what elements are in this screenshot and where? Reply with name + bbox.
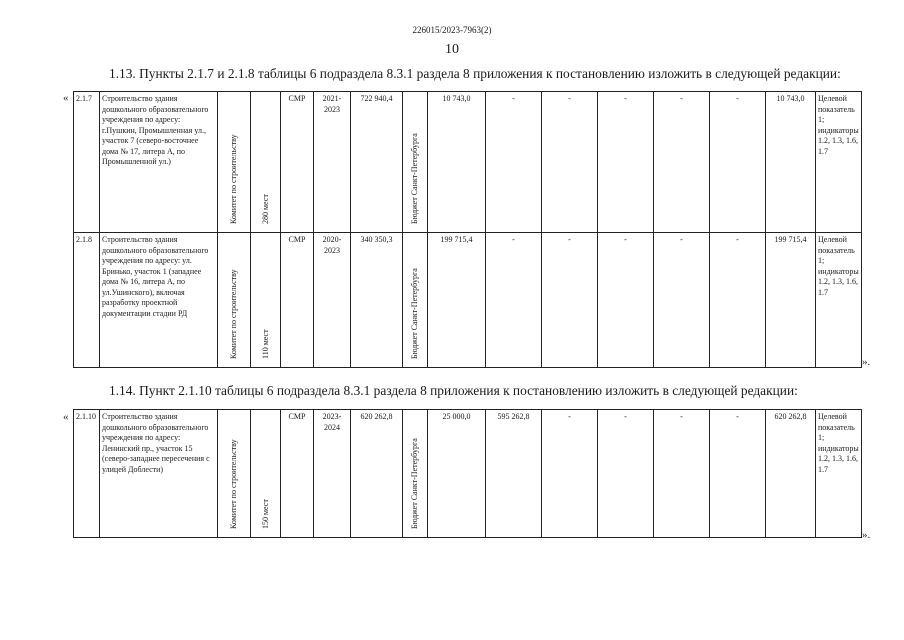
open-quote: « [63,92,69,104]
year-3-value: - [542,410,598,538]
work-type: СМР [281,92,314,233]
executor: Комитет по строительству [229,134,238,224]
capacity-cell [251,233,281,368]
close-quote: ». [862,356,871,368]
indicators: Целевой показатель 1; индикаторы 1.2, 1.3, 1.6, 1.7 [816,233,862,368]
executor-cell [218,92,251,233]
object-name: Строительство здания дошкольного образовательного учреждения по адресу: ул. Бринько, участок 1 (западнее дома № 16, литера А, по ул.Ушинского), включая разработку проектной документации стадии РД [100,233,218,368]
funding-source-cell [403,410,428,538]
row-number: 2.1.7 [74,92,100,233]
section-heading-1-14: 1.14. Пункт 2.1.10 таблицы 6 подраздела 8.3.1 раздела 8 приложения к постановлению изложить в следующей редакции: [109,383,798,398]
executor: Комитет по строительству [229,269,238,359]
year-4-value: - [598,410,654,538]
executor-cell [218,410,251,538]
executor: Комитет по строительству [229,439,238,529]
object-name: Строительство здания дошкольного образовательного учреждения по адресу: г.Пушкин, Промышленная ул., участок 7 (северо-восточнее дома № 17, литера А, по Промышленной ул.) [100,92,218,233]
capacity: 150 мест [260,499,270,529]
funding-source: Бюджет Санкт-Петербурга [410,438,419,529]
total-cost: 620 262,8 [351,410,403,538]
year-6-value: - [710,233,766,368]
table-row [74,233,862,368]
sum-value: 10 743,0 [766,92,816,233]
section-heading-1-13: 1.13. Пункты 2.1.7 и 2.1.8 таблицы 6 подраздела 8.3.1 раздела 8 приложения к постановлению изложить в следующей редакции: [109,66,841,81]
object-name: Строительство здания дошкольного образовательного учреждения по адресу: Ленинский пр., участок 15 (северо-западнее пересечения с улицей Доблести) [100,410,218,538]
year-6-value: - [710,92,766,233]
row-number: 2.1.8 [74,233,100,368]
year-1-value: 199 715,4 [428,233,486,368]
sum-value: 620 262,8 [766,410,816,538]
funding-source-cell [403,92,428,233]
executor-cell [218,233,251,368]
period: 2023- 2024 [314,410,351,538]
total-cost: 340 350,3 [351,233,403,368]
year-1-value: 25 000,0 [428,410,486,538]
total-cost: 722 940,4 [351,92,403,233]
open-quote: « [63,411,69,423]
close-quote: ». [862,529,871,541]
sum-value: 199 715,4 [766,233,816,368]
indicators: Целевой показатель 1; индикаторы 1.2, 1.3, 1.6, 1.7 [816,92,862,233]
year-5-value: - [654,233,710,368]
table-row [74,92,862,233]
year-2-value: 595 262,8 [486,410,542,538]
table-row [74,410,862,538]
funding-source: Бюджет Санкт-Петербурга [410,268,419,359]
work-type: СМР [281,233,314,368]
document-number: 226015/2023-7963(2) [412,25,492,35]
table-section-1-14 [73,409,862,538]
capacity-cell [251,92,281,233]
capacity: 110 мест [260,329,270,359]
year-1-value: 10 743,0 [428,92,486,233]
year-5-value: - [654,410,710,538]
row-number: 2.1.10 [74,410,100,538]
year-4-value: - [598,233,654,368]
capacity-cell [251,410,281,538]
year-3-value: - [542,92,598,233]
capacity: 280 мест [260,194,270,224]
period: 2021- 2023 [314,92,351,233]
year-2-value: - [486,233,542,368]
indicators: Целевой показатель 1; индикаторы 1.2, 1.3, 1.6, 1.7 [816,410,862,538]
funding-source-cell [403,233,428,368]
year-2-value: - [486,92,542,233]
page-number: 10 [445,42,459,57]
year-3-value: - [542,233,598,368]
table-section-1-13 [73,91,862,368]
work-type: СМР [281,410,314,538]
year-5-value: - [654,92,710,233]
year-4-value: - [598,92,654,233]
year-6-value: - [710,410,766,538]
period: 2020- 2023 [314,233,351,368]
funding-source: Бюджет Санкт-Петербурга [410,133,419,224]
